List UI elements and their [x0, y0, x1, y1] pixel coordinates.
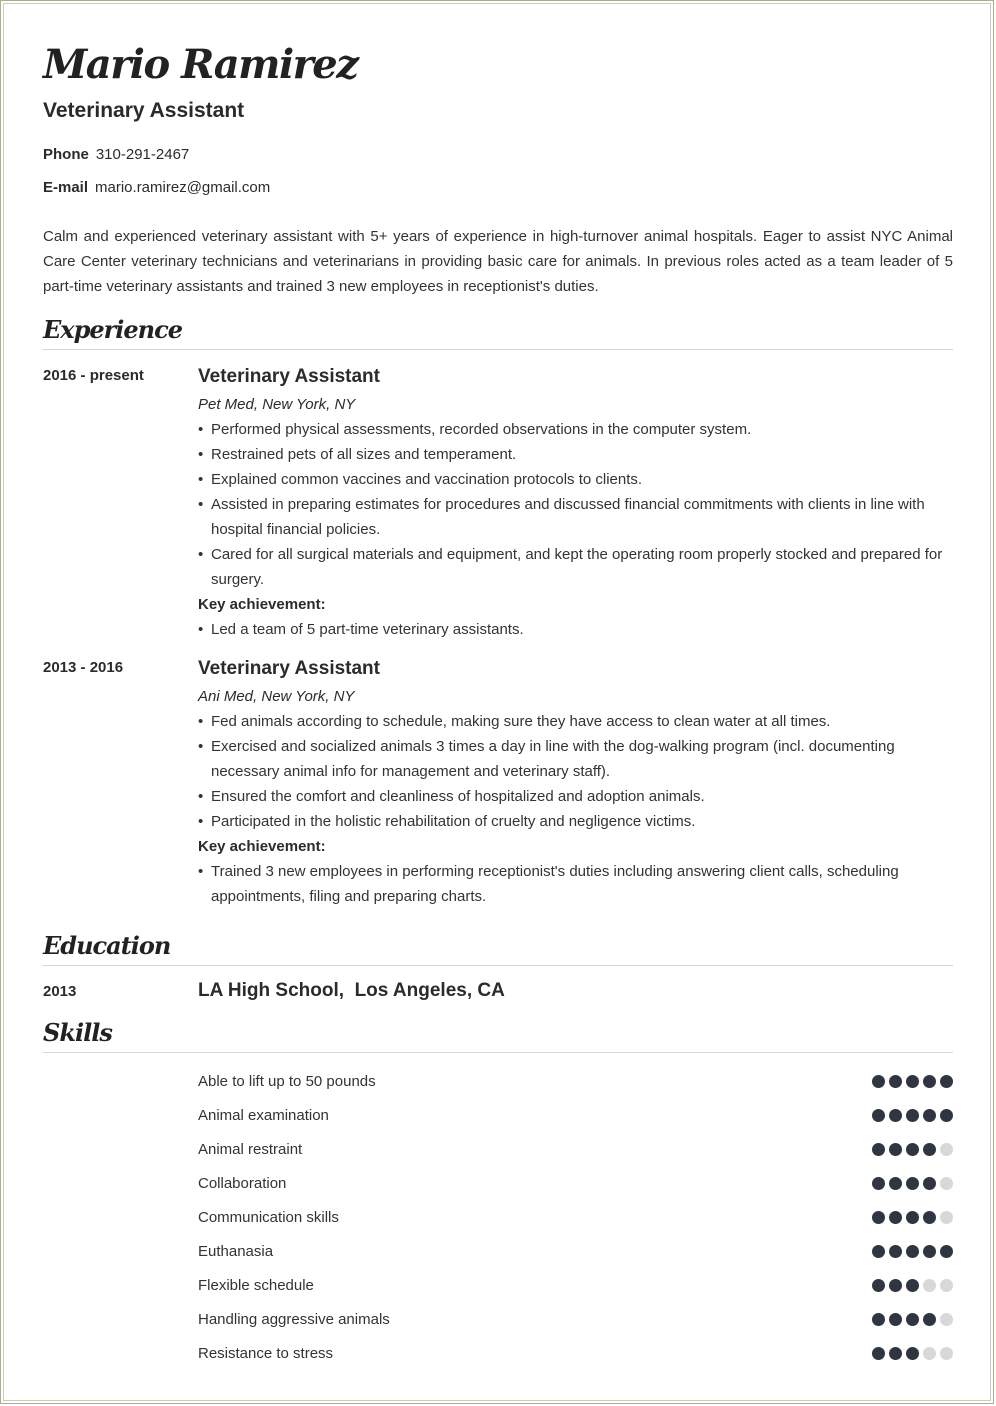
resume-content [43, 37, 953, 1370]
responsibility-item: • Cared for all surgical materials and equipment, and kept the operating room properly stocked and prepared for surgery. [198, 542, 953, 592]
rating-dot-filled [906, 1313, 919, 1326]
job-entry [43, 364, 953, 642]
skills-heading: Skills [43, 1016, 953, 1053]
skill-row [43, 1234, 953, 1268]
skill-name: Euthanasia [198, 1242, 274, 1260]
achievement-item: • Trained 3 new employees in performing receptionist's duties including answering client calls, scheduling appointments, filing and preparing charts. [198, 859, 953, 909]
rating-dot-filled [923, 1177, 936, 1190]
rating-dot-empty [940, 1177, 953, 1190]
rating-dot-filled [872, 1245, 885, 1258]
skill-name: Able to lift up to 50 pounds [198, 1072, 376, 1090]
responsibility-item: • Performed physical assessments, recorded observations in the computer system. [198, 417, 953, 442]
phone-value[interactable]: 310-291-2467 [95, 146, 190, 163]
rating-dot-empty [940, 1347, 953, 1360]
skill-name: Communication skills [198, 1208, 339, 1226]
rating-dot-filled [872, 1347, 885, 1360]
rating-dot-filled [906, 1075, 919, 1088]
rating-dot-filled [940, 1109, 953, 1122]
education-heading: Education [43, 929, 953, 966]
skill-name: Resistance to stress [198, 1344, 334, 1362]
email-label: E-mail [43, 179, 89, 196]
rating-dot-filled [923, 1211, 936, 1224]
rating-dot-filled [889, 1211, 902, 1224]
rating-dot-filled [923, 1109, 936, 1122]
skill-row [43, 1302, 953, 1336]
rating-dot-filled [872, 1279, 885, 1292]
rating-dot-filled [923, 1313, 936, 1326]
skill-name: Handling aggressive animals [198, 1310, 390, 1328]
skill-rating [872, 1177, 953, 1190]
responsibility-item: • Fed animals according to schedule, making sure they have access to clean water at all times. [198, 709, 953, 734]
rating-dot-empty [940, 1313, 953, 1326]
responsibility-item: • Participated in the holistic rehabilitation of cruelty and negligence victims. [198, 809, 953, 834]
rating-dot-filled [906, 1177, 919, 1190]
rating-dot-filled [889, 1109, 902, 1122]
rating-dot-filled [889, 1075, 902, 1088]
job-date: 2016 - present [43, 367, 144, 384]
skill-row [43, 1166, 953, 1200]
summary-paragraph: Calm and experienced veterinary assistant with 5+ years of experience in high-turnover animal hospitals. Eager to assist NYC Animal Care Center veterinary technicians and veterinarians in providing basic care for animals. In previous roles acted as a team leader of 5 part-time veterinary assistants and trained 3 new employees in receptionist's duties. [43, 228, 953, 295]
job-date: 2013 - 2016 [43, 659, 124, 676]
rating-dot-filled [923, 1075, 936, 1088]
education-date: 2013 [43, 983, 77, 1000]
key-achievements [198, 617, 953, 642]
education-school: LA High School, Los Angeles, CA [198, 980, 505, 1001]
job-title: Veterinary Assistant [198, 366, 380, 387]
rating-dot-filled [940, 1075, 953, 1088]
skill-rating [872, 1347, 953, 1360]
rating-dot-filled [889, 1177, 902, 1190]
job-company: Pet Med, New York, NY [198, 396, 356, 413]
skills-list [43, 1064, 953, 1370]
responsibility-item: • Exercised and socialized animals 3 times a day in line with the dog-walking program (incl. documenting necessary animal info for management and veterinary staff). [198, 734, 953, 784]
job-body [198, 364, 953, 642]
phone-label: Phone [43, 146, 89, 163]
rating-dot-filled [872, 1177, 885, 1190]
rating-dot-filled [889, 1245, 902, 1258]
key-achievement-label: Key achievement: [198, 596, 326, 613]
skill-row [43, 1064, 953, 1098]
skill-name: Flexible schedule [198, 1276, 314, 1294]
skill-rating [872, 1279, 953, 1292]
rating-dot-filled [889, 1313, 902, 1326]
job-responsibilities [198, 709, 953, 834]
job-company: Ani Med, New York, NY [198, 688, 355, 705]
rating-dot-filled [872, 1075, 885, 1088]
responsibility-item: • Restrained pets of all sizes and temperament. [198, 442, 953, 467]
job-title: Veterinary Assistant [198, 658, 380, 679]
rating-dot-filled [940, 1245, 953, 1258]
candidate-name: Mario Ramirez [43, 41, 358, 88]
education-entry [43, 980, 953, 1002]
experience-heading: Experience [43, 313, 953, 350]
rating-dot-empty [923, 1279, 936, 1292]
rating-dot-filled [906, 1211, 919, 1224]
rating-dot-filled [906, 1245, 919, 1258]
skill-rating [872, 1245, 953, 1258]
rating-dot-filled [923, 1245, 936, 1258]
rating-dot-filled [889, 1347, 902, 1360]
rating-dot-filled [872, 1211, 885, 1224]
experience-list [43, 364, 953, 909]
responsibility-item: • Assisted in preparing estimates for procedures and discussed financial commitments with clients in line with hospital financial policies. [198, 492, 953, 542]
rating-dot-empty [940, 1279, 953, 1292]
skill-rating [872, 1143, 953, 1156]
rating-dot-filled [872, 1313, 885, 1326]
job-body [198, 656, 953, 909]
skill-rating [872, 1313, 953, 1326]
rating-dot-filled [872, 1109, 885, 1122]
skill-row [43, 1200, 953, 1234]
skill-rating [872, 1075, 953, 1088]
key-achievement-label: Key achievement: [198, 838, 326, 855]
job-entry [43, 656, 953, 909]
job-title-header: Veterinary Assistant [43, 99, 245, 122]
achievement-item: • Led a team of 5 part-time veterinary assistants. [198, 617, 953, 642]
contact-phone [43, 145, 953, 165]
rating-dot-filled [889, 1279, 902, 1292]
rating-dot-filled [872, 1143, 885, 1156]
skill-row [43, 1132, 953, 1166]
email-value[interactable]: mario.ramirez@gmail.com [95, 179, 271, 196]
rating-dot-filled [906, 1279, 919, 1292]
rating-dot-empty [923, 1347, 936, 1360]
rating-dot-filled [923, 1143, 936, 1156]
skill-name: Animal examination [198, 1106, 329, 1124]
rating-dot-filled [906, 1347, 919, 1360]
responsibility-item: • Explained common vaccines and vaccination protocols to clients. [198, 467, 953, 492]
contact-email [43, 178, 953, 198]
rating-dot-filled [889, 1143, 902, 1156]
skill-name: Collaboration [198, 1174, 287, 1192]
rating-dot-empty [940, 1211, 953, 1224]
skill-row [43, 1336, 953, 1370]
skill-rating [872, 1109, 953, 1122]
skill-row [43, 1268, 953, 1302]
rating-dot-filled [906, 1109, 919, 1122]
skill-name: Animal restraint [198, 1140, 303, 1158]
skill-row [43, 1098, 953, 1132]
key-achievements [198, 859, 953, 909]
rating-dot-empty [940, 1143, 953, 1156]
responsibility-item: • Ensured the comfort and cleanliness of hospitalized and adoption animals. [198, 784, 953, 809]
skill-rating [872, 1211, 953, 1224]
rating-dot-filled [906, 1143, 919, 1156]
job-responsibilities [198, 417, 953, 592]
